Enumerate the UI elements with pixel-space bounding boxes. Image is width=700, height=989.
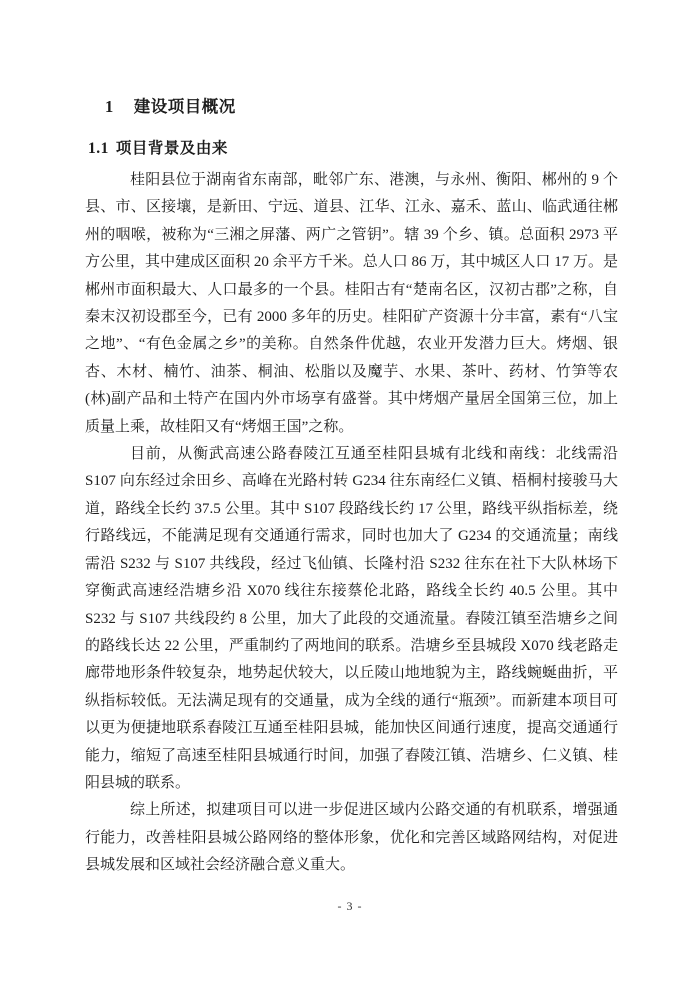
chapter-title: 建设项目概况 (133, 97, 236, 116)
page-number: - 3 - (337, 899, 363, 913)
document-content (85, 88, 618, 880)
chapter-number: 1 (105, 97, 114, 116)
section-heading (88, 138, 618, 159)
paragraph-conclusion: 综上所述，拟建项目可以进一步促进区域内公路交通的有机联系，增强通行能力，改善桂阳县城公路网络的整体形象，优化和完善区域路网结构，对促进县城发展和区域社会经济融合意义重大。 (85, 802, 618, 874)
paragraph-current-routes: 目前，从衡武高速公路舂陵江互通至桂阳县城有北线和南线：北线需沿 S107 向东经过余田乡、高峰在光路村转 G234 往东南经仁义镇、梧桐村接骏马大道，路线全长约 37.5 公里。其中 S107 段路线长约 17 公里，路线平纵指标差，绕行路线远，不能满足现有交通通行需求，同时也加大了 G234 的交通流量；南线需沿 S232 与 S107 共线段，经过飞仙镇、长隆村沿 S232 往东在社下大队林场下穿衡武高速经浩塘乡沿 X070 线往东接蔡伦北路，路线全长约 40.5 公里。其中 S232 与 S107 共线段约 8 公里，加大了此段的交通流量。舂陵江镇至浩塘乡之间的路线长达 22 公里，严重制约了两地间的联系。浩塘乡至县城段 X070 线老路走廊带地形条件较复杂，地势起伏较大，以丘陵山地地貌为主，路线蜿蜒曲折，平纵指标较低。无法满足现有的交通量，成为全线的通行“瓶颈”。而新建本项目可以更为便捷地联系舂陵江互通至桂阳县城，能加快区间通行速度，提高交通通行能力，缩短了高速至桂阳县城通行时间，加强了舂陵江镇、浩塘乡、仁义镇、桂阳县城的联系。 (85, 446, 618, 791)
section-number: 1.1 (88, 140, 109, 157)
paragraph-overview: 桂阳县位于湖南省东南部，毗邻广东、港澳，与永州、衡阳、郴州的 9 个县、市、区接壤，是新田、宁远、道县、江华、江永、嘉禾、蓝山、临武通往郴州的咽喉，被称为“三湘之屏藩、两广之管钥”。辖 39 个乡、镇。总面积 2973 平方公里，其中建成区面积 20 余平方千米。总人口 86 万，其中城区人口 17 万。是郴州市面积最大、人口最多的一个县。桂阳古有“楚南名区，汉初古郡”之称，自秦末汉初设郡至今，已有 2000 多年的历史。桂阳矿产资源十分丰富，素有“八宝之地”、“有色金属之乡”的美称。自然条件优越，农业开发潜力巨大。烤烟、银杏、木材、楠竹、油茶、桐油、松脂以及魔芋、水果、茶叶、药材、竹笋等农(林)副产品和土特产在国内外市场享有盛誉。其中烤烟产量居全国第三位，加上质量上乘，故桂阳又有“烤烟王国”之称。 (85, 172, 618, 435)
section-title: 项目背景及由来 (115, 140, 228, 157)
chapter-heading (105, 96, 618, 118)
body-text (85, 167, 618, 880)
